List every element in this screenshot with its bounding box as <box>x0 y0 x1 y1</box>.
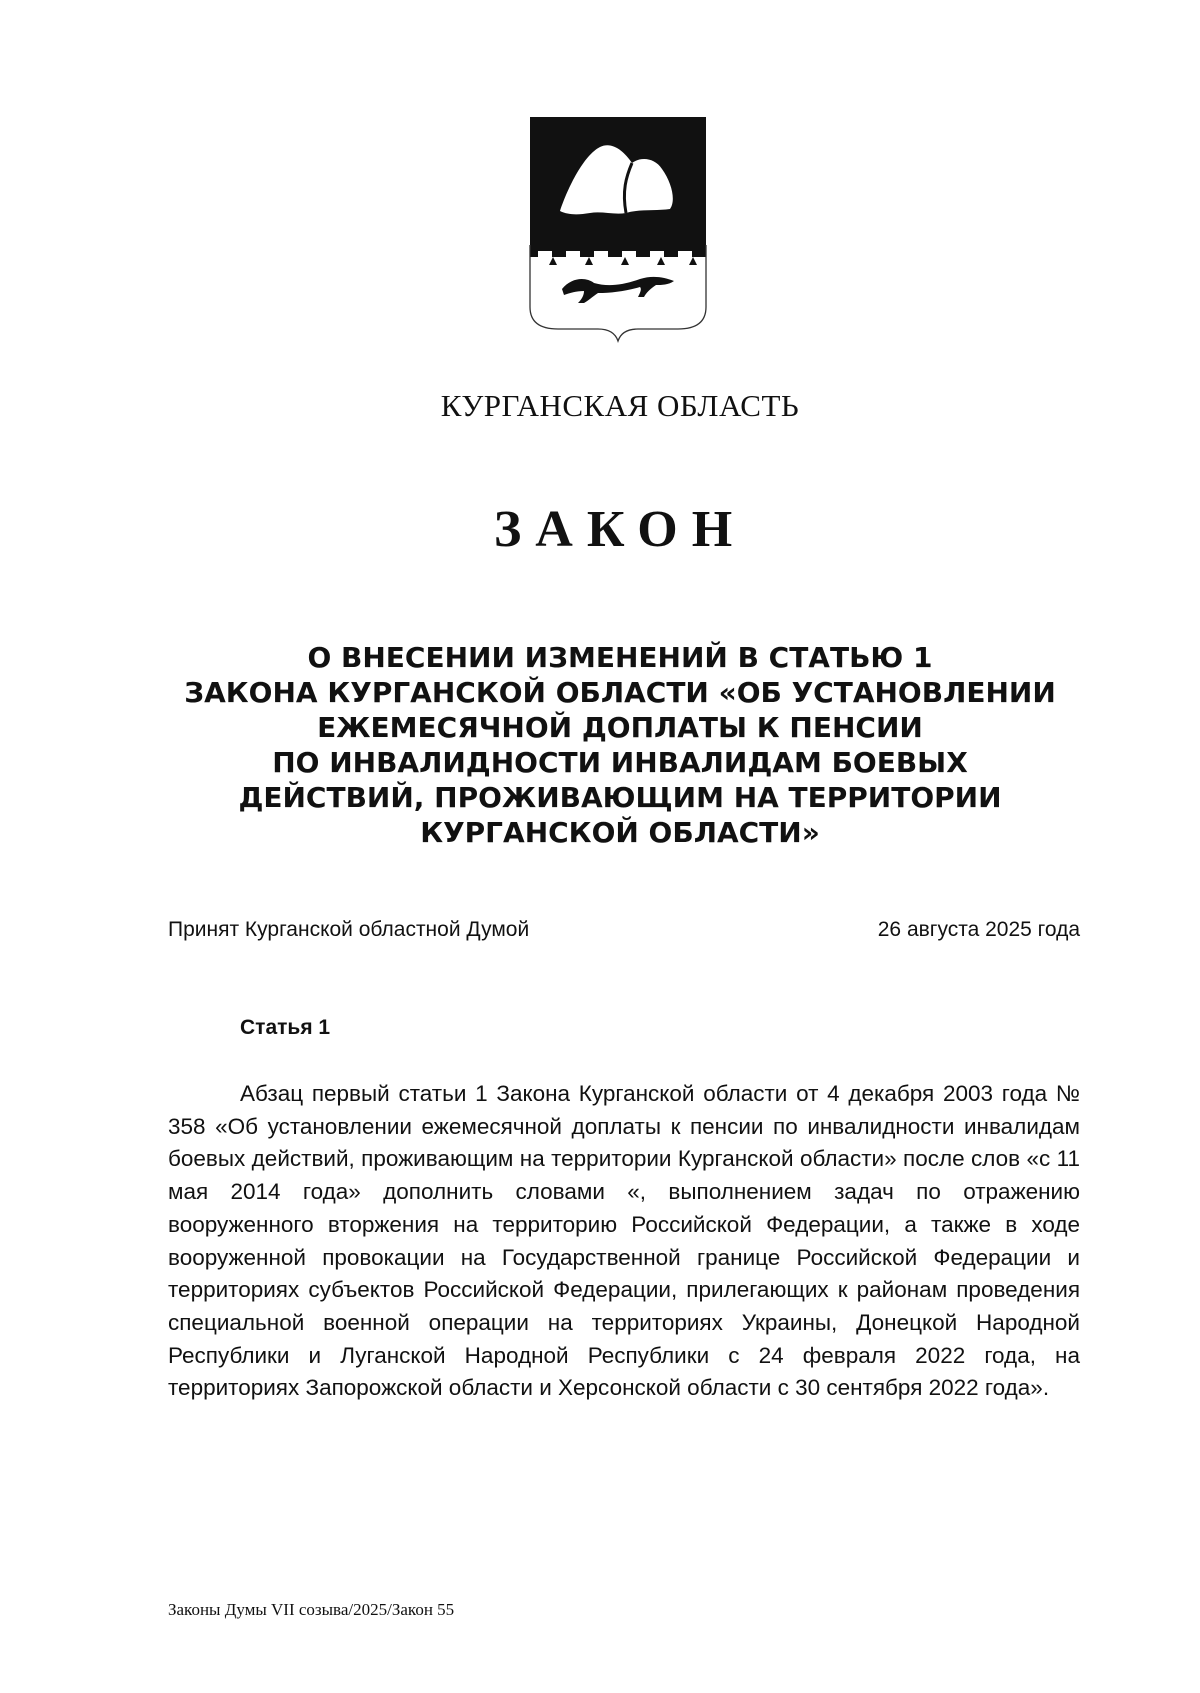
law-title <box>150 640 1090 850</box>
law-title-line: О ВНЕСЕНИИ ИЗМЕНЕНИЙ В СТАТЬЮ 1 <box>307 641 933 674</box>
document-type: ЗАКОН <box>493 501 747 558</box>
law-title-line: ЗАКОНА КУРГАНСКОЙ ОБЛАСТИ «ОБ УСТАНОВЛЕНИИ <box>184 676 1056 709</box>
region-name: КУРГАНСКАЯ ОБЛАСТЬ <box>440 388 800 423</box>
adopted-by: Принят Курганской областной Думой <box>168 918 530 941</box>
law-title-line: ПО ИНВАЛИДНОСТИ ИНВАЛИДАМ БОЕВЫХ <box>272 746 968 779</box>
adoption-date: 26 августа 2025 года <box>877 918 1080 941</box>
kurgan-coat-of-arms-icon <box>528 117 708 357</box>
law-title-line: ДЕЙСТВИЙ, ПРОЖИВАЮЩИМ НА ТЕРРИТОРИИ <box>238 781 1002 814</box>
law-title-line: ЕЖЕМЕСЯЧНОЙ ДОПЛАТЫ К ПЕНСИИ <box>317 711 923 744</box>
article-text: Абзац первый статьи 1 Закона Курганской области от 4 декабря 2003 года № 358 «Об установлении ежемесячной доплаты к пенсии по инвалидности инвалидам боевых действий, проживающим на территории Курганской области» после слов «с 11 мая 2014 года» дополнить словами «, выполнением задач по отражению вооруженного вторжения на территорию Российской Федерации, а также в ходе вооруженной провокации на Государственной границе Российской Федерации и территориях субъектов Российской Федерации, прилегающих к районам проведения специальной военной операции на территориях Украины, Донецкой Народной Республики и Луганской Народной Республики с 24 февраля 2022 года, на территориях Запорожской области и Херсонской области с 30 сентября 2022 года». <box>168 1081 1080 1401</box>
document-reference-footer: Законы Думы VII созыва/2025/Закон 55 <box>168 1600 455 1619</box>
law-title-line: КУРГАНСКОЙ ОБЛАСТИ» <box>420 816 820 849</box>
article-heading: Статья 1 <box>240 1016 331 1039</box>
